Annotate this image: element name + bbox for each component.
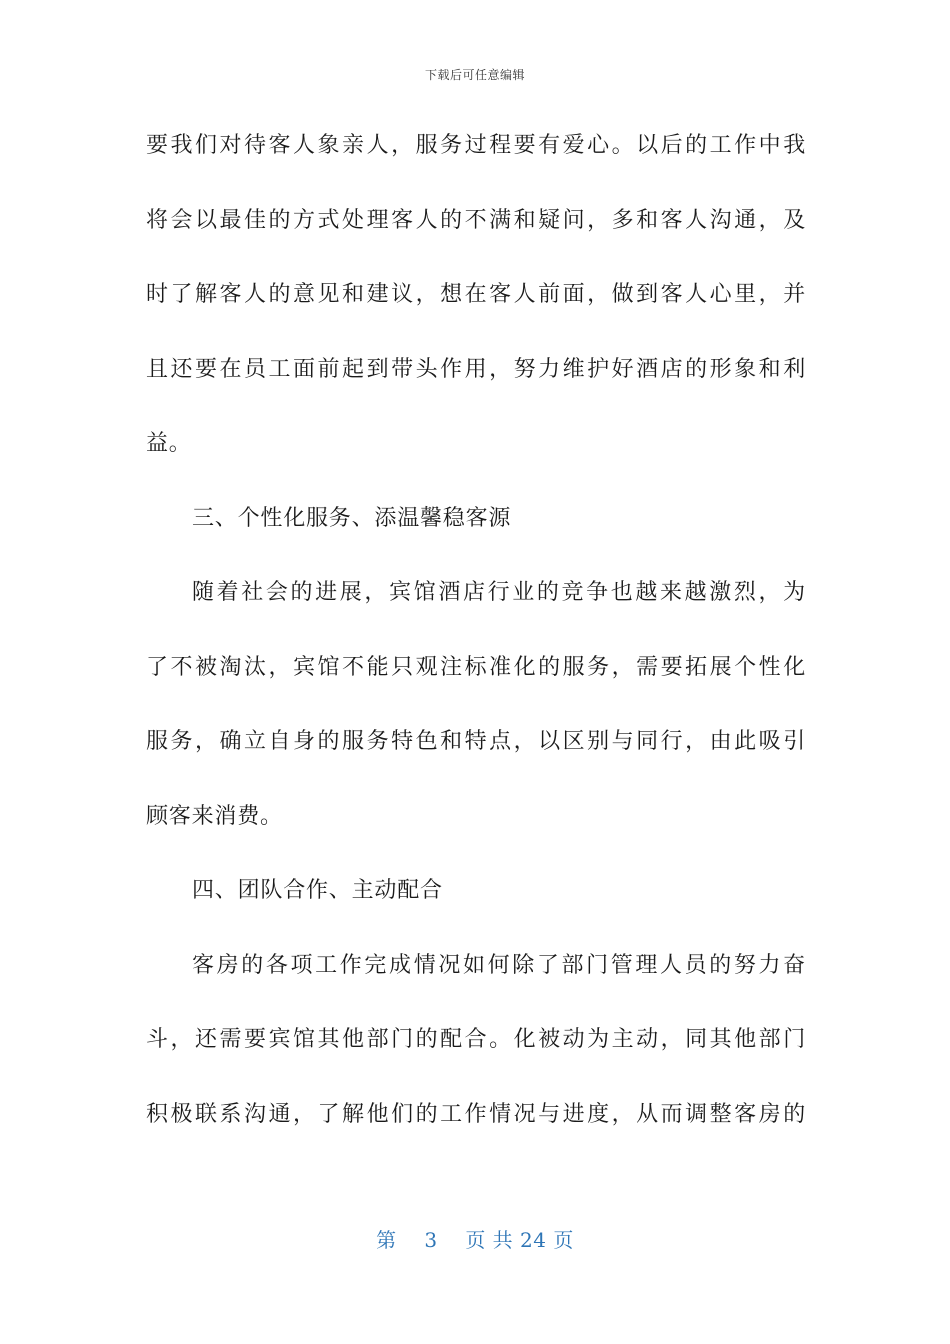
text-line: 时了解客人的意见和建议，想在客人前面，做到客人心里，并 xyxy=(146,282,806,307)
text-line: 益。 xyxy=(146,431,192,456)
text-line: 服务，确立自身的服务特色和特点，以区别与同行，由此吸引 xyxy=(146,729,806,754)
footer-suffix: 页 xyxy=(553,1228,574,1252)
total-page-count: 24 xyxy=(520,1228,547,1252)
text-line: 客房的各项工作完成情况如何除了部门管理人员的努力奋 xyxy=(192,952,806,978)
text-line: 四、团队合作、主动配合 xyxy=(192,878,443,903)
footer-prefix: 第 xyxy=(376,1228,397,1252)
text-line: 斗，还需要宾馆其他部门的配合。化被动为主动，同其他部门 xyxy=(146,1027,806,1052)
text-line: 将会以最佳的方式处理客人的不满和疑问，多和客人沟通，及 xyxy=(146,207,806,233)
text-line: 随着社会的进展，宾馆酒店行业的竞争也越来越激烈，为 xyxy=(192,580,806,605)
text-line: 要我们对待客人象亲人，服务过程要有爱心。以后的工作中我 xyxy=(146,133,806,158)
text-line: 且还要在员工面前起到带头作用，努力维护好酒店的形象和利 xyxy=(146,356,806,382)
text-line: 顾客来消费。 xyxy=(146,803,283,829)
page-header: 下载后可任意编辑 xyxy=(424,68,525,82)
current-page-number: 3 xyxy=(424,1228,438,1252)
text-line: 了不被淘汰，宾馆不能只观注标准化的服务，需要拓展个性化 xyxy=(146,654,806,680)
document-body xyxy=(146,126,806,1169)
text-line: 积极联系沟通，了解他们的工作情况与进度，从而调整客房的 xyxy=(146,1101,806,1127)
footer-middle: 页 共 xyxy=(465,1228,514,1252)
page-footer xyxy=(0,1224,950,1253)
text-line: 三、个性化服务、添温馨稳客源 xyxy=(192,505,512,531)
